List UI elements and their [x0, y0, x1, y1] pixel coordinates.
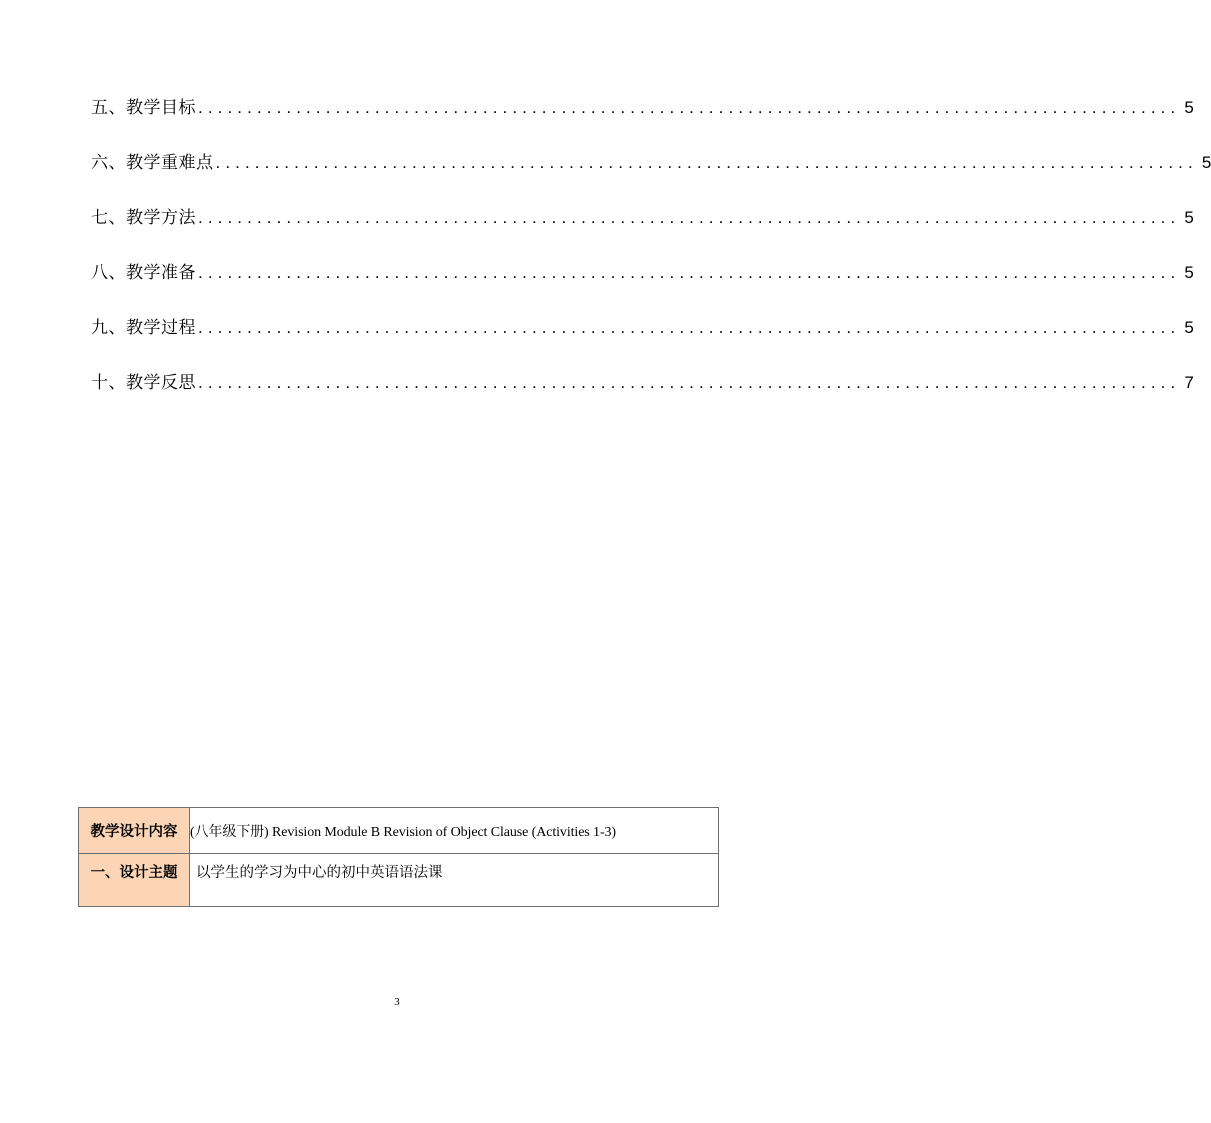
row-value-design-theme: 以学生的学习为中心的初中英语语法课: [190, 854, 719, 907]
toc-entry-title: 九、教学过程: [91, 318, 196, 338]
toc-entry-page: 5: [1184, 208, 1194, 227]
toc-entry[interactable]: [91, 316, 1194, 340]
toc-entry-page: 7: [1184, 373, 1194, 392]
toc-entry[interactable]: [91, 371, 1194, 395]
toc-entry-page: 5: [1184, 318, 1194, 337]
toc-entry[interactable]: [91, 96, 1194, 120]
toc-dot-leader: ....................................................................................................: [198, 263, 1181, 282]
toc-entry-title: 六、教学重难点: [91, 153, 214, 173]
toc-entry[interactable]: [91, 206, 1194, 230]
toc-entry-title: 十、教学反思: [91, 373, 196, 393]
toc-entry-page: 5: [1184, 98, 1194, 117]
lesson-design-table: [78, 807, 719, 907]
toc-entry-title: 七、教学方法: [91, 208, 196, 228]
page-number: 3: [394, 996, 400, 1008]
toc-entry-title: 五、教学目标: [91, 98, 196, 118]
toc-dot-leader: ....................................................................................................: [215, 153, 1198, 172]
toc-dot-leader: ....................................................................................................: [198, 208, 1181, 227]
toc-entry[interactable]: [91, 261, 1194, 285]
toc-entry-title: 八、教学准备: [91, 263, 196, 283]
toc-dot-leader: ....................................................................................................: [198, 98, 1181, 117]
row-value-design-content: (八年级下册) Revision Module B Revision of Object Clause (Activities 1-3): [190, 808, 719, 854]
toc-entry[interactable]: [91, 151, 1211, 175]
row-label-design-theme: 一、设计主题: [79, 854, 190, 907]
toc-entry-page: 5: [1201, 153, 1211, 172]
table-row: [79, 854, 719, 907]
table-of-contents: [91, 96, 1211, 426]
table-row: [79, 808, 719, 854]
row-label-design-content: 教学设计内容: [79, 808, 190, 854]
toc-entry-page: 5: [1184, 263, 1194, 282]
toc-dot-leader: ....................................................................................................: [198, 373, 1181, 392]
toc-dot-leader: ....................................................................................................: [198, 318, 1181, 337]
